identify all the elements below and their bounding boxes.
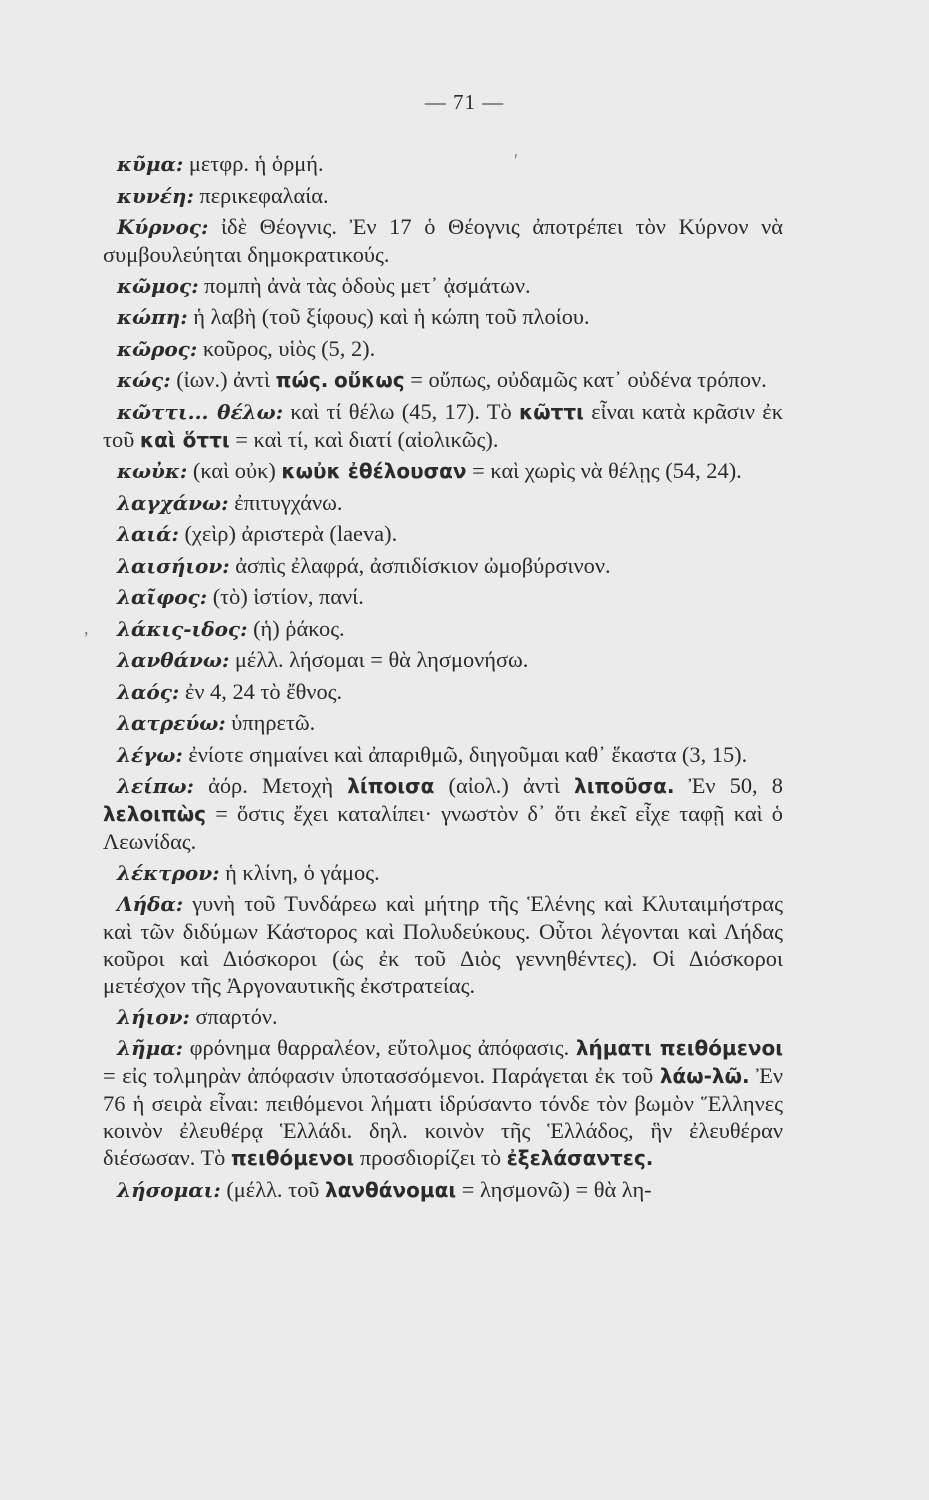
entry-komos <box>103 272 783 300</box>
entry-latreuo <box>103 709 783 737</box>
headword: λάκις-ιδος: <box>117 616 248 641</box>
headword: λήσομαι: <box>117 1177 221 1202</box>
definition: ἡ λαβὴ (τοῦ ξίφους) καὶ ἡ κώπη τοῦ πλοίου. <box>187 304 590 329</box>
definition: ἐνίοτε σημαίνει καὶ ἀπαριθμῶ, διηγοῦμαι καθ᾽ ἕκαστα (3, 15). <box>182 741 748 767</box>
entry-lesomai <box>103 1176 783 1204</box>
entry-kyrnos <box>103 213 783 268</box>
entry-kope <box>103 303 783 331</box>
headword: κυνέη: <box>117 183 194 208</box>
entry-lektron <box>103 859 783 887</box>
headword: λαισήιον: <box>117 553 230 578</box>
entry-laia <box>103 520 783 548</box>
definition: = καὶ χωρὶς νὰ θέλῃς (54, 24). <box>466 458 742 483</box>
definition: εἶναι κατὰ κρᾶσιν ἐκ τοῦ <box>103 398 783 452</box>
headword: λατρεύω: <box>117 711 226 735</box>
bold-term: κωὐκ ἐθέλουσαν <box>281 459 467 483</box>
definition: μετφρ. ἡ ὁρμή. <box>183 151 324 176</box>
entry-kyma <box>103 150 783 178</box>
definition: ἀσπὶς ἐλαφρά, ἀσπιδίσκιον ὠμοβύρσινον. <box>229 552 611 578</box>
bold-term: λιποῦσα. <box>574 774 675 798</box>
entry-leipo <box>103 772 783 855</box>
bold-term: οὔκως <box>333 368 405 392</box>
bold-term: λίποισα <box>347 774 435 798</box>
definition: ὑπηρετῶ. <box>225 710 316 735</box>
definition: (ἰων.) ἀντὶ <box>170 367 276 392</box>
definition: Ἐν 76 ἡ σειρὰ εἶναι: πειθόμενοι λήματι ἱδρύσαντο τόνδε τὸν βωμὸν Ἕλληνες κοινὸν ἐλευθέρᾳ Ἑλλάδι. δηλ. κοινὸν τῆς Ἑλλάδος, ἣν ἐλευθέραν διέσωσαν. Τὸ <box>103 1063 783 1170</box>
bold-term: λάω-λῶ. <box>659 1064 750 1088</box>
headword: κῦμα: <box>117 152 184 176</box>
headword: λαγχάνω: <box>117 490 229 515</box>
headword: λείπω: <box>117 774 194 798</box>
definition: (τὸ) ἱστίον, πανί. <box>207 584 364 609</box>
headword: Κύρνος: <box>117 215 209 239</box>
definition: ἐν 4, 24 τὸ ἔθνος. <box>179 678 343 704</box>
definition: πομπὴ ἀνὰ τὰς ὁδοὺς μετ᾽ ᾀσμάτων. <box>198 272 531 298</box>
entry-kouk <box>103 457 783 485</box>
headword: λέκτρον: <box>117 860 220 885</box>
headword: λανθάνω: <box>117 648 230 672</box>
definition: ἡ κλίνη, ὁ γάμος. <box>219 859 380 885</box>
headword: λῆμα: <box>117 1036 183 1060</box>
dictionary-entries <box>103 150 783 1207</box>
entry-laiseion <box>103 552 783 580</box>
definition: κοῦρος, υἱὸς (5, 2). <box>197 335 376 361</box>
definition: ἰδὲ Θέογνις. Ἐν 17 ὁ Θέογνις ἀποτρέπει τὸν Κύρνον νὰ συμβουλεύηται δημοκρατικούς. <box>103 214 783 267</box>
entry-kos <box>103 366 783 394</box>
entry-leda <box>103 890 783 999</box>
definition: σπαρτόν. <box>189 1003 278 1029</box>
margin-mark: ʹ <box>514 150 518 170</box>
headword: λήιον: <box>117 1004 190 1029</box>
bold-term: λελοιπὼς <box>103 802 207 826</box>
bold-term: καὶ ὅττι <box>139 427 230 452</box>
headword: Λήδα: <box>117 892 184 916</box>
definition: (χεὶρ) ἀριστερὰ (laeva). <box>178 521 398 546</box>
definition: ἀόρ. Μετοχὴ <box>193 773 348 798</box>
entry-lanchano <box>103 489 783 517</box>
definition: προσδιορίζει τὸ <box>354 1145 507 1170</box>
headword: κωὐκ: <box>117 459 188 483</box>
headword: λαός: <box>117 679 180 704</box>
bold-term: λήματι πειθόμενοι <box>575 1036 783 1060</box>
entry-laos <box>103 678 783 706</box>
definition: καὶ τί θέλω (45, 17). Τὸ <box>283 398 520 424</box>
headword: λαιά: <box>117 522 179 546</box>
definition: = λησμονῶ) = θὰ λη- <box>456 1176 652 1202</box>
headword: κώς: <box>117 368 171 392</box>
definition: φρόνημα θαρραλέον, εὔτολμος ἀπόφασις. <box>182 1035 576 1060</box>
definition: Ἐν 50, 8 <box>674 773 783 798</box>
definition: (ἡ) ῥάκος. <box>247 615 345 641</box>
definition: μέλλ. λήσομαι = θὰ λησμονήσω. <box>229 647 529 672</box>
headword: κῶμος: <box>117 273 199 298</box>
definition: (αἰολ.) ἀντὶ <box>434 773 575 798</box>
entry-laiphos <box>103 583 783 611</box>
definition: = εἰς τολμηρὰν ἀπόφασιν ὑποτασσόμενοι. Παράγεται ἐκ τοῦ <box>103 1063 660 1088</box>
bold-term: ἐξελάσαντες. <box>506 1146 654 1170</box>
entry-leion <box>103 1003 783 1031</box>
headword: κῶρος: <box>117 336 198 361</box>
margin-mark: , <box>84 618 89 638</box>
definition: (καὶ οὐκ) <box>187 458 282 483</box>
definition: γυνὴ τοῦ Τυνδάρεω καὶ μήτηρ τῆς Ἑλένης καὶ Κλυταιμήστρας καὶ τῶν διδύμων Κάστορος καὶ Πολυδεύκους. Οὗτοι λέγονται καὶ Λήδας κοῦροι καὶ Διόσκοροι (ὡς ἐκ τοῦ Διὸς γεννηθέντες). Οἱ Διόσκοροι μετέσχον τῆς Ἀργοναυτικῆς ἐκστρατείας. <box>103 891 783 998</box>
entry-lego <box>103 741 783 769</box>
entry-lanthano <box>103 646 783 674</box>
definition: = ὅστις ἔχει καταλίπει· γνωστὸν δ᾽ ὅτι ἐκεῖ εἶχε ταφῇ καὶ ὁ Λεωνίδας. <box>103 801 783 854</box>
entry-koros <box>103 335 783 363</box>
definition: = οὔπως, οὐδαμῶς κατ᾽ οὐδένα τρόπον. <box>404 367 767 392</box>
entry-kotti <box>103 398 783 454</box>
entry-kynee <box>103 182 783 210</box>
entry-lakis <box>103 615 783 643</box>
headword: κώπη: <box>117 305 188 329</box>
headword: λέγω: <box>117 742 183 767</box>
entry-lema <box>103 1034 783 1172</box>
definition: (μέλλ. τοῦ <box>220 1176 325 1202</box>
definition: ἐπιτυγχάνω. <box>228 489 343 515</box>
bold-term: κῶττι <box>519 399 584 424</box>
headword: λαῖφος: <box>117 585 208 609</box>
bold-term: πώς. <box>275 368 329 392</box>
definition: περικεφαλαία. <box>193 182 329 208</box>
page-number: — 71 — <box>424 90 505 114</box>
bold-term: πειθόμενοι <box>230 1146 355 1170</box>
bold-term: λανθάνομαι <box>325 1177 457 1202</box>
definition: = καὶ τί, καὶ διατί (αἰολικῶς). <box>229 426 499 452</box>
headword: κῶττι... θέλω: <box>117 399 284 424</box>
